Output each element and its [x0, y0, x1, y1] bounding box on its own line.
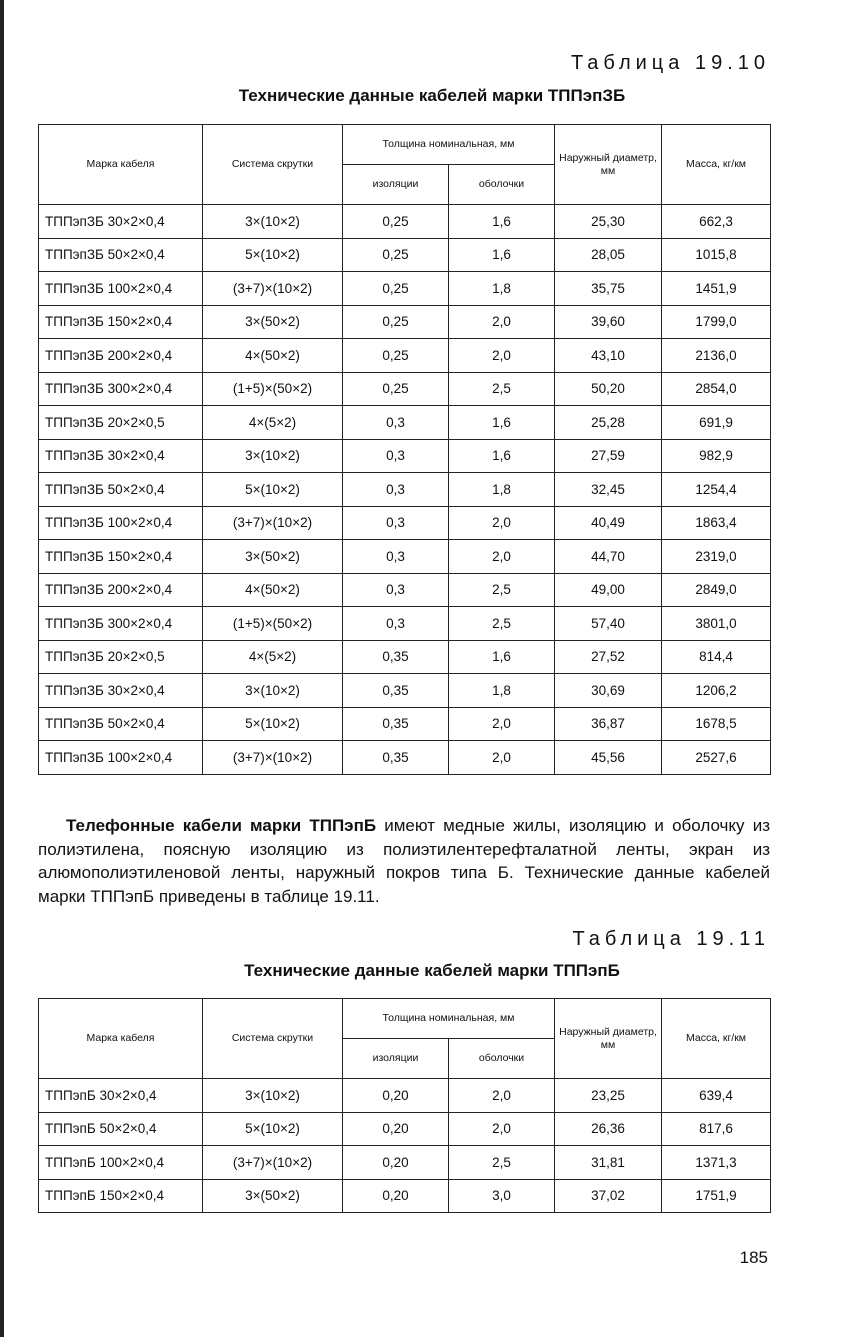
- sheath-cell: 2,0: [449, 707, 555, 741]
- diameter-cell: 35,75: [555, 272, 662, 306]
- sheath-cell: 1,6: [449, 640, 555, 674]
- twist-cell: (3+7)×(10×2): [203, 1146, 343, 1180]
- diameter-cell: 36,87: [555, 707, 662, 741]
- body-paragraph: [38, 814, 770, 908]
- table2-label: Таблица 19.11: [572, 928, 770, 950]
- insulation-cell: 0,35: [343, 707, 449, 741]
- cable-name-cell: ТППэпЗБ 200×2×0,4: [39, 573, 203, 607]
- mass-cell: 1751,9: [662, 1179, 771, 1213]
- sheath-cell: 3,0: [449, 1179, 555, 1213]
- mass-cell: 1371,3: [662, 1146, 771, 1180]
- sheath-cell: 2,5: [449, 372, 555, 406]
- col-header-insulation: изоляции: [343, 165, 449, 205]
- col-header-diameter: Наружный диаметр, мм: [555, 999, 662, 1079]
- table-row: [39, 305, 771, 339]
- twist-cell: 5×(10×2): [203, 238, 343, 272]
- cable-name-cell: ТППэпБ 150×2×0,4: [39, 1179, 203, 1213]
- mass-cell: 817,6: [662, 1112, 771, 1146]
- mass-cell: 639,4: [662, 1079, 771, 1113]
- table1-title: Технические данные кабелей марки ТППэпЗБ: [238, 86, 626, 105]
- sheath-cell: 1,6: [449, 205, 555, 239]
- diameter-cell: 49,00: [555, 573, 662, 607]
- mass-cell: 1678,5: [662, 707, 771, 741]
- table-row: [39, 540, 771, 574]
- cable-name-cell: ТППэпЗБ 20×2×0,5: [39, 640, 203, 674]
- twist-cell: 3×(50×2): [203, 305, 343, 339]
- col-header-sheath: оболочки: [449, 165, 555, 205]
- diameter-cell: 26,36: [555, 1112, 662, 1146]
- table-row: [39, 741, 771, 775]
- insulation-cell: 0,20: [343, 1079, 449, 1113]
- cable-name-cell: ТППэпЗБ 50×2×0,4: [39, 473, 203, 507]
- col-header-twist: Система скрутки: [203, 125, 343, 205]
- diameter-cell: 32,45: [555, 473, 662, 507]
- sheath-cell: 2,5: [449, 607, 555, 641]
- mass-cell: 1206,2: [662, 674, 771, 708]
- diameter-cell: 23,25: [555, 1079, 662, 1113]
- twist-cell: 3×(10×2): [203, 674, 343, 708]
- table-row: [39, 1079, 771, 1113]
- col-header-sheath: оболочки: [449, 1039, 555, 1079]
- insulation-cell: 0,3: [343, 506, 449, 540]
- cable-name-cell: ТППэпЗБ 30×2×0,4: [39, 439, 203, 473]
- mass-cell: 1863,4: [662, 506, 771, 540]
- twist-cell: 3×(10×2): [203, 439, 343, 473]
- mass-cell: 2854,0: [662, 372, 771, 406]
- diameter-cell: 27,52: [555, 640, 662, 674]
- paragraph-bold-lead: Телефонные кабели марки ТППэпБ: [66, 816, 377, 835]
- insulation-cell: 0,3: [343, 607, 449, 641]
- table-row: [39, 205, 771, 239]
- table-row: [39, 573, 771, 607]
- insulation-cell: 0,25: [343, 205, 449, 239]
- diameter-cell: 44,70: [555, 540, 662, 574]
- table2-body: [39, 1079, 771, 1213]
- col-header-mass: Масса, кг/км: [662, 125, 771, 205]
- cable-name-cell: ТППэпБ 30×2×0,4: [39, 1079, 203, 1113]
- table-row: [39, 439, 771, 473]
- insulation-cell: 0,25: [343, 305, 449, 339]
- paragraph-text: имеют медные жилы, изоляцию и оболочку из полиэтилена, поясную изоляцию из полиэтилентерефталатной ленты, экран из алюмополиэтиленовой ленты, наружный покров типа Б. Технические данные кабелей марки ТППэпБ приведены в таблице 19.11.: [38, 816, 770, 906]
- table2-title: Технические данные кабелей марки ТППэпБ: [244, 961, 620, 980]
- col-header-diameter: Наружный диаметр, мм: [555, 125, 662, 205]
- table-row: [39, 1146, 771, 1180]
- cable-name-cell: ТППэпЗБ 100×2×0,4: [39, 741, 203, 775]
- page-number: 185: [739, 1248, 768, 1267]
- table-row: [39, 372, 771, 406]
- diameter-cell: 50,20: [555, 372, 662, 406]
- table-row: [39, 707, 771, 741]
- mass-cell: 662,3: [662, 205, 771, 239]
- mass-cell: 3801,0: [662, 607, 771, 641]
- mass-cell: 814,4: [662, 640, 771, 674]
- diameter-cell: 27,59: [555, 439, 662, 473]
- insulation-cell: 0,35: [343, 674, 449, 708]
- sheath-cell: 2,0: [449, 506, 555, 540]
- twist-cell: 3×(10×2): [203, 1079, 343, 1113]
- diameter-cell: 37,02: [555, 1179, 662, 1213]
- twist-cell: (3+7)×(10×2): [203, 272, 343, 306]
- cable-name-cell: ТППэпЗБ 20×2×0,5: [39, 406, 203, 440]
- mass-cell: 2319,0: [662, 540, 771, 574]
- diameter-cell: 25,30: [555, 205, 662, 239]
- diameter-cell: 25,28: [555, 406, 662, 440]
- diameter-cell: 39,60: [555, 305, 662, 339]
- insulation-cell: 0,20: [343, 1179, 449, 1213]
- cable-name-cell: ТППэпЗБ 300×2×0,4: [39, 607, 203, 641]
- cable-name-cell: ТППэпЗБ 30×2×0,4: [39, 674, 203, 708]
- insulation-cell: 0,25: [343, 339, 449, 373]
- mass-cell: 982,9: [662, 439, 771, 473]
- sheath-cell: 2,0: [449, 540, 555, 574]
- cable-name-cell: ТППэпЗБ 50×2×0,4: [39, 238, 203, 272]
- cable-name-cell: ТППэпЗБ 100×2×0,4: [39, 272, 203, 306]
- cable-name-cell: ТППэпЗБ 30×2×0,4: [39, 205, 203, 239]
- sheath-cell: 1,6: [449, 406, 555, 440]
- table2: [38, 998, 771, 1213]
- diameter-cell: 30,69: [555, 674, 662, 708]
- twist-cell: 5×(10×2): [203, 473, 343, 507]
- twist-cell: 4×(50×2): [203, 339, 343, 373]
- mass-cell: 2527,6: [662, 741, 771, 775]
- table-row: [39, 607, 771, 641]
- col-header-cable: Марка кабеля: [39, 999, 203, 1079]
- sheath-cell: 1,6: [449, 238, 555, 272]
- sheath-cell: 2,5: [449, 573, 555, 607]
- sheath-cell: 2,0: [449, 305, 555, 339]
- table1: [38, 124, 771, 775]
- insulation-cell: 0,20: [343, 1112, 449, 1146]
- table-row: [39, 272, 771, 306]
- cable-name-cell: ТППэпЗБ 50×2×0,4: [39, 707, 203, 741]
- sheath-cell: 1,8: [449, 473, 555, 507]
- table-row: [39, 506, 771, 540]
- table-row: [39, 674, 771, 708]
- diameter-cell: 45,56: [555, 741, 662, 775]
- sheath-cell: 1,8: [449, 272, 555, 306]
- insulation-cell: 0,3: [343, 439, 449, 473]
- col-header-cable: Марка кабеля: [39, 125, 203, 205]
- insulation-cell: 0,35: [343, 741, 449, 775]
- mass-cell: 1451,9: [662, 272, 771, 306]
- twist-cell: 4×(50×2): [203, 573, 343, 607]
- insulation-cell: 0,3: [343, 540, 449, 574]
- sheath-cell: 1,6: [449, 439, 555, 473]
- page-edge-rule: [0, 0, 4, 1337]
- sheath-cell: 2,0: [449, 741, 555, 775]
- insulation-cell: 0,3: [343, 473, 449, 507]
- cable-name-cell: ТППэпЗБ 200×2×0,4: [39, 339, 203, 373]
- sheath-cell: 2,0: [449, 1112, 555, 1146]
- mass-cell: 2849,0: [662, 573, 771, 607]
- col-header-insulation: изоляции: [343, 1039, 449, 1079]
- twist-cell: (3+7)×(10×2): [203, 506, 343, 540]
- twist-cell: 3×(10×2): [203, 205, 343, 239]
- insulation-cell: 0,35: [343, 640, 449, 674]
- col-header-mass: Масса, кг/км: [662, 999, 771, 1079]
- diameter-cell: 28,05: [555, 238, 662, 272]
- mass-cell: 1799,0: [662, 305, 771, 339]
- table1-body: [39, 205, 771, 775]
- table-row: [39, 238, 771, 272]
- twist-cell: (1+5)×(50×2): [203, 372, 343, 406]
- table-row: [39, 640, 771, 674]
- mass-cell: 1015,8: [662, 238, 771, 272]
- cable-name-cell: ТППэпЗБ 150×2×0,4: [39, 540, 203, 574]
- twist-cell: 4×(5×2): [203, 406, 343, 440]
- twist-cell: 4×(5×2): [203, 640, 343, 674]
- diameter-cell: 31,81: [555, 1146, 662, 1180]
- col-header-thickness: Толщина номинальная, мм: [343, 125, 555, 165]
- mass-cell: 691,9: [662, 406, 771, 440]
- twist-cell: 3×(50×2): [203, 540, 343, 574]
- insulation-cell: 0,3: [343, 406, 449, 440]
- table-row: [39, 1112, 771, 1146]
- diameter-cell: 43,10: [555, 339, 662, 373]
- cable-name-cell: ТППэпЗБ 100×2×0,4: [39, 506, 203, 540]
- mass-cell: 2136,0: [662, 339, 771, 373]
- col-header-twist: Система скрутки: [203, 999, 343, 1079]
- diameter-cell: 57,40: [555, 607, 662, 641]
- table-row: [39, 473, 771, 507]
- sheath-cell: 1,8: [449, 674, 555, 708]
- col-header-thickness: Толщина номинальная, мм: [343, 999, 555, 1039]
- twist-cell: 5×(10×2): [203, 1112, 343, 1146]
- twist-cell: 3×(50×2): [203, 1179, 343, 1213]
- mass-cell: 1254,4: [662, 473, 771, 507]
- table-row: [39, 339, 771, 373]
- table-row: [39, 406, 771, 440]
- diameter-cell: 40,49: [555, 506, 662, 540]
- twist-cell: 5×(10×2): [203, 707, 343, 741]
- cable-name-cell: ТППэпБ 100×2×0,4: [39, 1146, 203, 1180]
- sheath-cell: 2,0: [449, 1079, 555, 1113]
- insulation-cell: 0,25: [343, 372, 449, 406]
- insulation-cell: 0,25: [343, 272, 449, 306]
- table-row: [39, 1179, 771, 1213]
- insulation-cell: 0,3: [343, 573, 449, 607]
- cable-name-cell: ТППэпЗБ 300×2×0,4: [39, 372, 203, 406]
- sheath-cell: 2,0: [449, 339, 555, 373]
- cable-name-cell: ТППэпЗБ 150×2×0,4: [39, 305, 203, 339]
- insulation-cell: 0,25: [343, 238, 449, 272]
- twist-cell: (1+5)×(50×2): [203, 607, 343, 641]
- insulation-cell: 0,20: [343, 1146, 449, 1180]
- table1-label: Таблица 19.10: [570, 52, 770, 74]
- cable-name-cell: ТППэпБ 50×2×0,4: [39, 1112, 203, 1146]
- sheath-cell: 2,5: [449, 1146, 555, 1180]
- twist-cell: (3+7)×(10×2): [203, 741, 343, 775]
